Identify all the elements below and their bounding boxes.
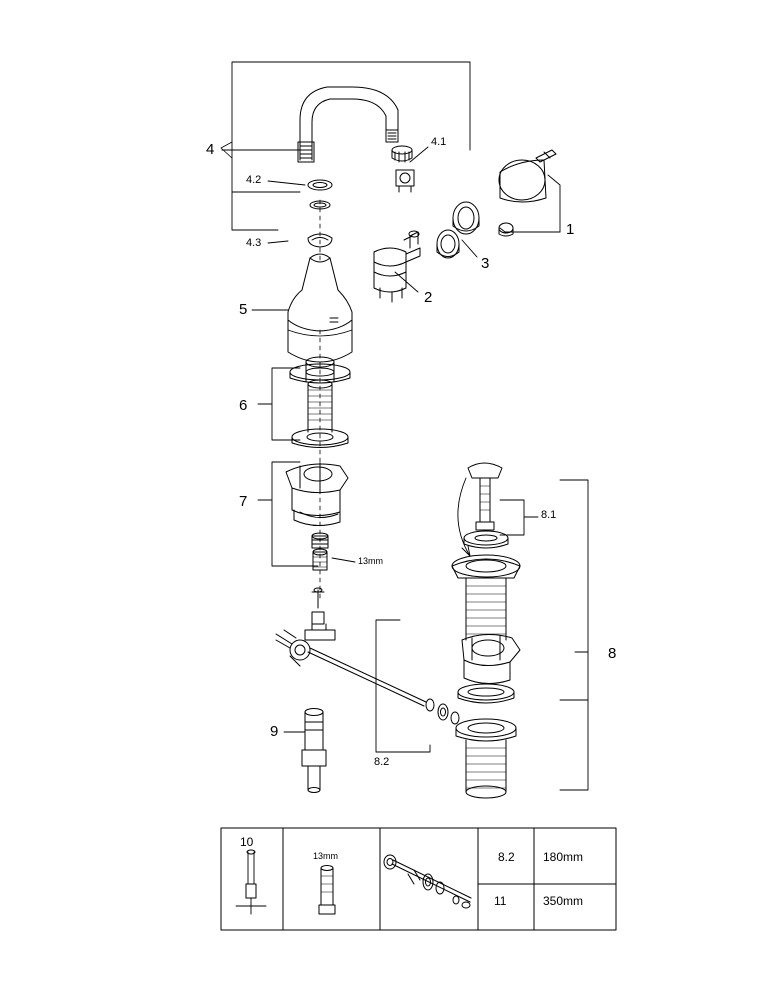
- legend-item-8-2: 8.2: [498, 850, 515, 864]
- callout-5: 5: [239, 301, 248, 318]
- callout-6: 6: [239, 397, 248, 414]
- legend-item-13mm: 13mm: [313, 851, 339, 861]
- legend-item-11: 11: [494, 894, 507, 908]
- legend-item-10: 10: [240, 835, 254, 849]
- callout-1: 1: [566, 221, 575, 238]
- callout-13mm: 13mm: [358, 556, 384, 566]
- callout-9: 9: [270, 723, 279, 740]
- callout-4-1: 4.1: [431, 136, 447, 148]
- callout-4: 4: [206, 141, 215, 158]
- callout-4-3: 4.3: [246, 237, 262, 249]
- callout-8-2: 8.2: [374, 756, 390, 768]
- legend-value-8-2-len: 180mm: [543, 850, 584, 864]
- legend-value-11-len: 350mm: [543, 894, 584, 908]
- callout-2: 2: [424, 289, 433, 306]
- callout-4-2: 4.2: [246, 174, 262, 186]
- callout-3: 3: [481, 255, 490, 272]
- callout-8-1: 8.1: [541, 509, 557, 521]
- callout-7: 7: [239, 493, 248, 510]
- callout-8: 8: [608, 645, 617, 662]
